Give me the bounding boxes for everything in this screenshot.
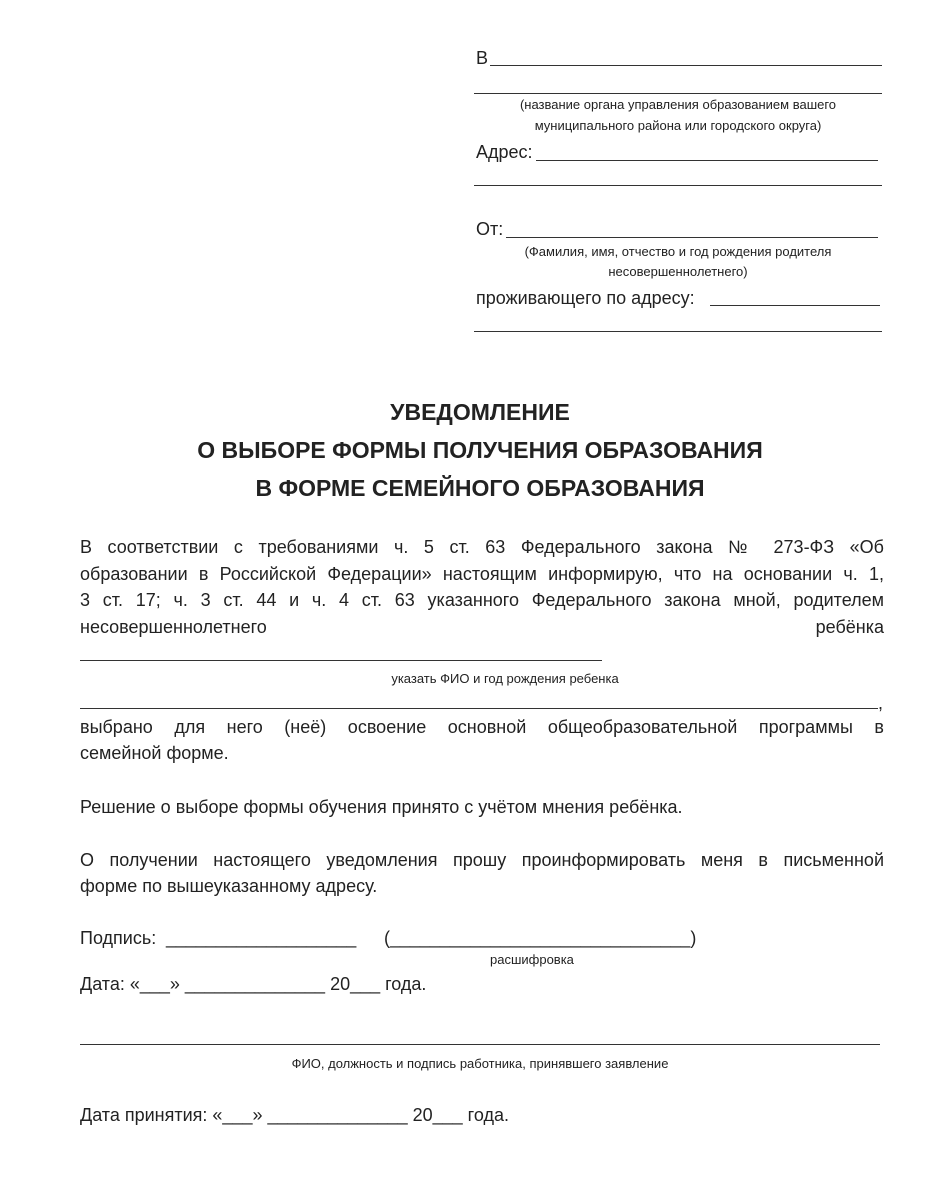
title-line3: В ФОРМЕ СЕМЕЙНОГО ОБРАЗОВАНИЯ [255,475,705,501]
p4-line2: форме по вышеуказанному адресу. [80,876,378,896]
residing-field-line[interactable] [710,305,880,306]
signature-decode-field[interactable]: (______________________________) [384,928,697,948]
from-label: От: [476,219,504,239]
title-line2: О ВЫБОРЕ ФОРМЫ ПОЛУЧЕНИЯ ОБРАЗОВАНИЯ [197,437,763,463]
date-line[interactable]: Дата: «___» ______________ 20___ года. [80,974,427,994]
to-field-line[interactable] [490,65,882,66]
residing-label: проживающего по адресу: [476,288,695,308]
address-field-line-2[interactable] [474,185,882,186]
p4-line1: О получении настоящего уведомления прошу проинформировать меня в письменной [80,850,884,870]
child-hint: указать ФИО и год рождения ребенка [391,671,619,686]
to-hint-line2: муниципального района или городского округа) [534,118,822,133]
worker-field-line[interactable] [80,1044,880,1045]
from-field-line[interactable] [506,237,878,238]
decode-hint: расшифровка [490,952,574,967]
signature-label: Подпись: [80,928,157,948]
to-label: В [476,48,489,68]
title-line1: УВЕДОМЛЕНИЕ [390,399,570,425]
to-field-line-2[interactable] [474,93,882,94]
signature-field[interactable]: ___________________ [166,928,357,948]
p1-line1: В соответствии с требованиями ч. 5 ст. 63 Федерального закона № 273-ФЗ «Об [80,537,884,557]
residing-field-line-2[interactable] [474,331,882,332]
address-field-line[interactable] [536,160,878,161]
from-hint-line1: (Фамилия, имя, отчество и год рождения родителя [524,244,832,259]
p2-line1: выбрано для него (неё) освоение основной общеобразовательной программы в [80,717,884,737]
worker-hint: ФИО, должность и подпись работника, принявшего заявление [291,1056,669,1071]
from-hint-line2: несовершеннолетнего) [608,264,748,279]
p1-line2: образовании в Российской Федерации» настоящим информирую, что на основании ч. 1, [80,564,884,584]
p3: Решение о выборе формы обучения принято с учётом мнения ребёнка. [80,797,683,817]
address-label: Адрес: [476,142,533,162]
p2-line2: семейной форме. [80,743,229,763]
to-hint-line1: (название органа управления образованием вашего [519,97,837,112]
p1-line4-right: ребёнка [815,617,884,637]
accept-date-line[interactable]: Дата принятия: «___» ______________ 20___ года. [80,1105,509,1125]
child-name-line[interactable] [80,660,602,661]
comma: , [878,693,884,713]
p1-line3: 3 ст. 17; ч. 3 ст. 44 и ч. 4 ст. 63 указанного Федерального закона мной, родителем [80,590,884,610]
p1-line4-left: несовершеннолетнего [80,617,267,637]
child-name-line-2[interactable] [80,708,878,709]
